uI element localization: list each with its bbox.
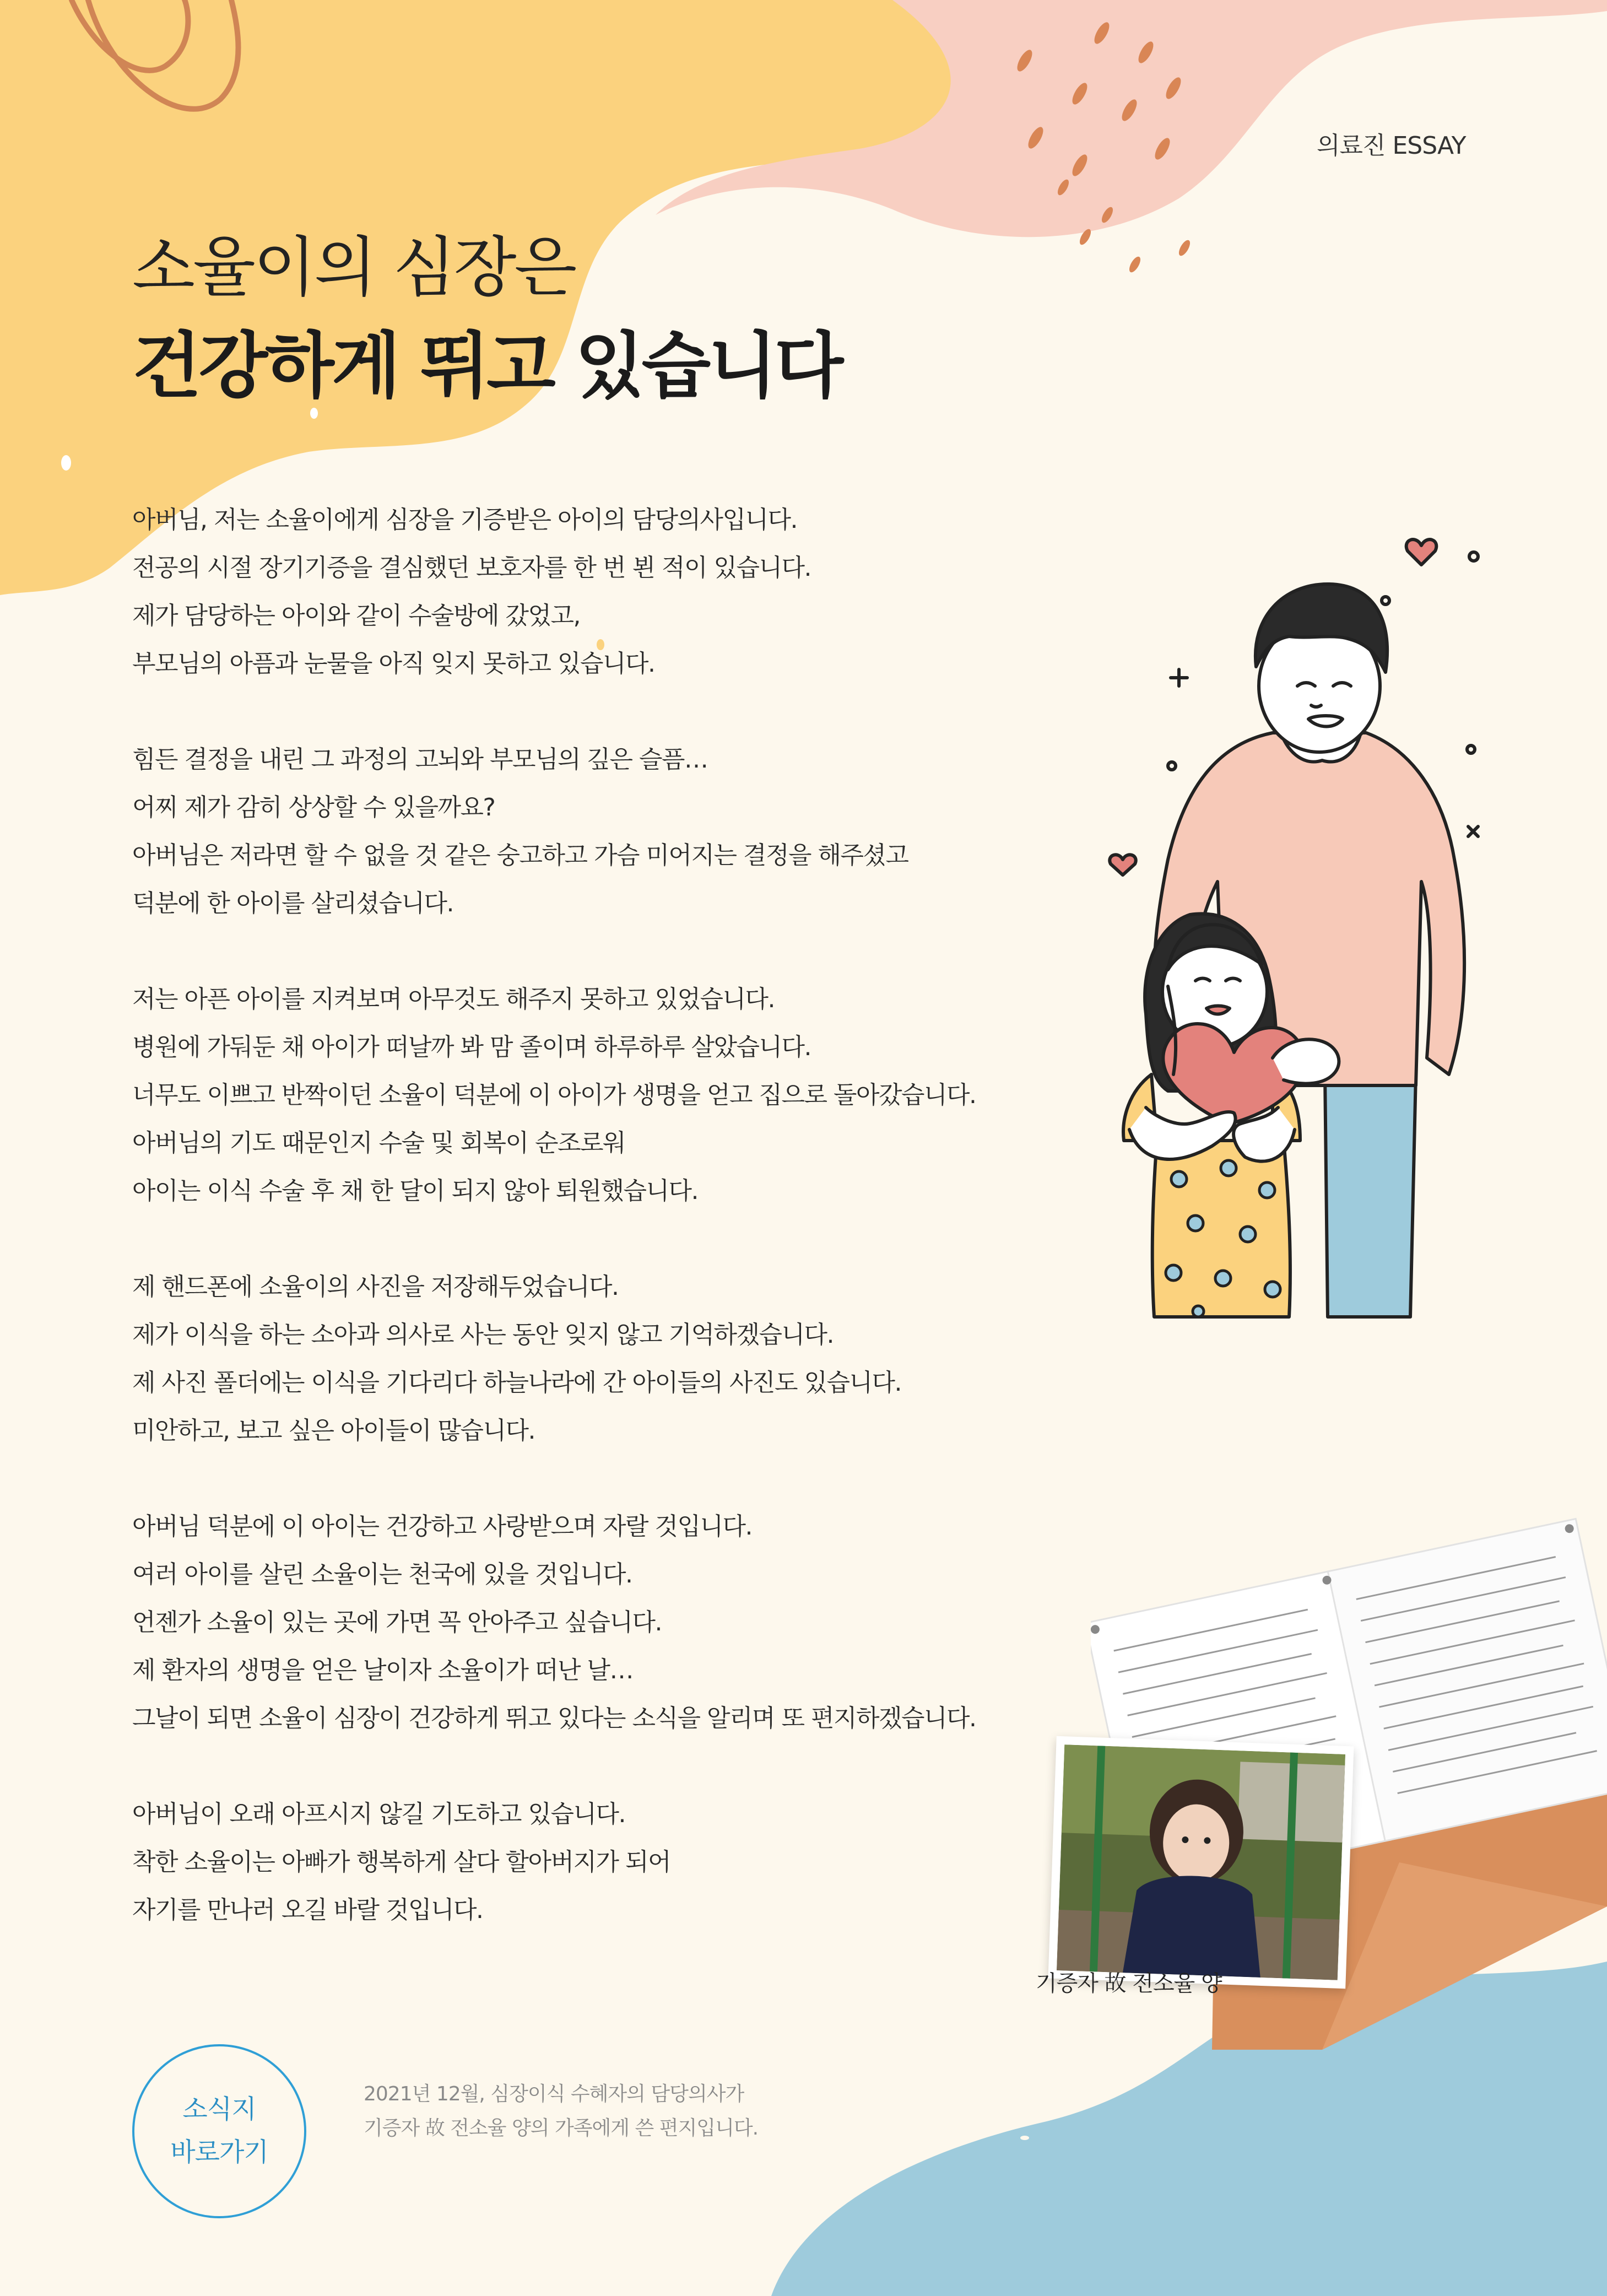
essay-category: 의료진 ESSAY — [1317, 132, 1466, 160]
text-line: 병원에 가둬둔 채 아이가 떠날까 봐 맘 졸이며 하루하루 살았습니다. — [132, 1033, 811, 1061]
text-line: 착한 소율이는 아빠가 행복하게 살다 할아버지가 되어 — [132, 1848, 671, 1876]
text-line: 자기를 만나러 오길 바랄 것입니다. — [132, 1896, 483, 1924]
text-line: 제 사진 폴더에는 이식을 기다리다 하늘나라에 간 아이들의 사진도 있습니다. — [132, 1369, 901, 1397]
newsletter-link-label-1: 소식지 — [182, 2094, 256, 2125]
text-line: 저는 아픈 아이를 지켜보며 아무것도 해주지 못하고 있었습니다. — [132, 985, 775, 1013]
text-line: 너무도 이쁘고 반짝이던 소율이 덕분에 이 아이가 생명을 얻고 집으로 돌아갔습니다. — [132, 1081, 976, 1109]
text-line: 힘든 결정을 내린 그 과정의 고뇌와 부모님의 깊은 슬픔… — [132, 745, 708, 774]
photo-caption: 기증자 故 전소율 양 — [1036, 1971, 1222, 1996]
paragraph — [132, 736, 1069, 927]
paragraph — [132, 496, 1069, 688]
text-line: 부모님의 아픔과 눈물을 아직 잊지 못하고 있습니다. — [132, 650, 655, 678]
photo-image — [1057, 1744, 1345, 1980]
text-line: 제가 담당하는 아이와 같이 수술방에 갔었고, — [132, 602, 580, 630]
footnote-line: 기증자 故 전소율 양의 가족에게 쓴 편지입니다. — [364, 2117, 759, 2140]
paragraph — [132, 1503, 1069, 1742]
page-title-line1: 소율이의 심장은 — [132, 229, 575, 305]
text-line: 덕분에 한 아이를 살리셨습니다. — [132, 889, 453, 917]
text-line: 제가 이식을 하는 소아과 의사로 사는 동안 잊지 않고 기억하겠습니다. — [132, 1321, 834, 1349]
text-line: 아버님의 기도 때문인지 수술 및 회복이 순조로워 — [132, 1129, 625, 1157]
donor-photo — [1048, 1736, 1354, 1989]
text-line: 전공의 시절 장기기증을 결심했던 보호자를 한 번 뵌 적이 있습니다. — [132, 554, 811, 582]
paragraph — [132, 1263, 1069, 1455]
newsletter-link-button[interactable] — [132, 2044, 306, 2218]
text-line: 어찌 제가 감히 상상할 수 있을까요? — [132, 793, 495, 822]
text-line: 아버님은 저라면 할 수 없을 것 같은 숭고하고 가슴 미어지는 결정을 해주셨고 — [132, 841, 908, 869]
text-line: 언젠가 소율이 있는 곳에 가면 꼭 안아주고 싶습니다. — [132, 1608, 662, 1636]
page-title-line2: 건강하게 뛰고 있습니다 — [132, 324, 841, 408]
paragraph — [132, 1790, 1069, 1934]
letter-body — [132, 496, 1069, 1982]
newsletter-link-label-2: 바로가기 — [170, 2137, 268, 2168]
father-daughter-illustration — [1091, 529, 1521, 1322]
text-line: 아이는 이식 수술 후 채 한 달이 되지 않아 퇴원했습니다. — [132, 1177, 698, 1205]
text-line: 제 환자의 생명을 얻은 날이자 소율이가 떠난 날… — [132, 1656, 633, 1684]
text-line: 아버님 덕분에 이 아이는 건강하고 사랑받으며 자랄 것입니다. — [132, 1512, 752, 1541]
footnote-line: 2021년 12월, 심장이식 수혜자의 담당의사가 — [364, 2083, 744, 2105]
text-line: 그날이 되면 소율이 심장이 건강하게 뛰고 있다는 소식을 알리며 또 편지하겠습니다. — [132, 1704, 976, 1732]
text-line: 아버님이 오래 아프시지 않길 기도하고 있습니다. — [132, 1800, 625, 1828]
text-line: 미안하고, 보고 싶은 아이들이 많습니다. — [132, 1417, 535, 1445]
footnote — [364, 2077, 758, 2146]
text-line: 제 핸드폰에 소율이의 사진을 저장해두었습니다. — [132, 1273, 619, 1301]
paragraph — [132, 975, 1069, 1215]
text-line: 아버님, 저는 소율이에게 심장을 기증받은 아이의 담당의사입니다. — [132, 506, 797, 534]
text-line: 여러 아이를 살린 소율이는 천국에 있을 것입니다. — [132, 1560, 632, 1589]
